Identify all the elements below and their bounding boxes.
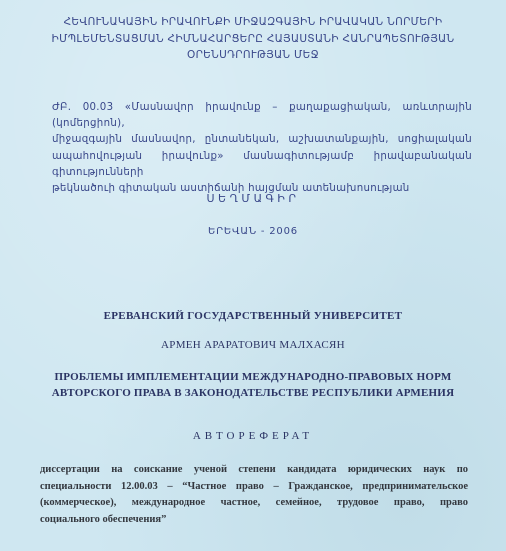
russian-thesis-title — [0, 369, 506, 401]
russian-dissertation-line: специальности 12.00.03 – “Частное право – Гражданское, предпринимательское — [40, 480, 468, 492]
armenian-specialty-line: թեկնածուի գիտական աստիճանի հայցման ատենախոսության — [52, 183, 410, 195]
armenian-specialty-text — [52, 100, 472, 197]
russian-dissertation-line: (коммерческое), международное частное, семейное, трудовое право, право — [40, 497, 468, 508]
armenian-title-line: ՕՐԵՆՍԴՐՈՒԹՅԱՆ ՄԵՋ — [187, 49, 319, 61]
russian-dissertation-line: социального обеспечения” — [40, 513, 167, 525]
armenian-title-line: ԻՄՊԼԵՄԵՆՏԱՑՄԱՆ ՀԻՄՆԱՀԱՐՑԵՐԸ ՀԱՅԱՍՏԱՆԻ ՀԱՆՐԱՊԵՏՈՒԹՅԱՆ — [51, 32, 455, 45]
armenian-abstract-heading: ՍԵՂՄԱԳԻՐ — [206, 192, 300, 205]
armenian-title-line: ՀԵՎՈՒՆԱԿԱՅԻՆ ԻՐԱՎՈՒՆՔԻ ՄԻՋԱԶԳԱՅԻՆ ԻՐԱՎԱԿԱՆ ՆՈՐՄԵՐԻ — [63, 16, 443, 28]
russian-dissertation-line: диссертации на соискание ученой степени кандидата юридических наук по — [40, 464, 468, 475]
armenian-thesis-title — [0, 14, 506, 64]
russian-author-name: АРМЕН АРАРАТОВИЧ МАЛХАСЯН — [161, 339, 345, 351]
armenian-city-year: ԵՐԵՎԱՆ - 2006 — [208, 226, 298, 237]
russian-title-line: АВТОРСКОГО ПРАВА В ЗАКОНОДАТЕЛЬСТВЕ РЕСПУБЛИКИ АРМЕНИЯ — [51, 387, 455, 399]
armenian-specialty-line: ԺԲ. 00.03 «Մասնավոր իրավունք – քաղաքացիական, առևտրային (կոմերցիոն), — [52, 102, 472, 130]
russian-title-line: ПРОБЛЕМЫ ИМПЛЕМЕНТАЦИИ МЕЖДУНАРОДНО-ПРАВОВЫХ НОРМ — [54, 371, 452, 383]
russian-abstract-heading: АВТОРЕФЕРАТ — [192, 430, 314, 442]
armenian-specialty-line: միջազգային մասնավոր, ընտանեկան, աշխատանքային, սոցիալական — [52, 134, 472, 146]
russian-dissertation-text — [40, 462, 468, 528]
russian-university-name: ЕРЕВАНСКИЙ ГОСУДАРСТВЕННЫЙ УНИВЕРСИТЕТ — [103, 310, 403, 322]
armenian-specialty-line: ապահովության իրավունք» մասնագիտությամբ իրավաբանական գիտությունների — [52, 150, 472, 178]
